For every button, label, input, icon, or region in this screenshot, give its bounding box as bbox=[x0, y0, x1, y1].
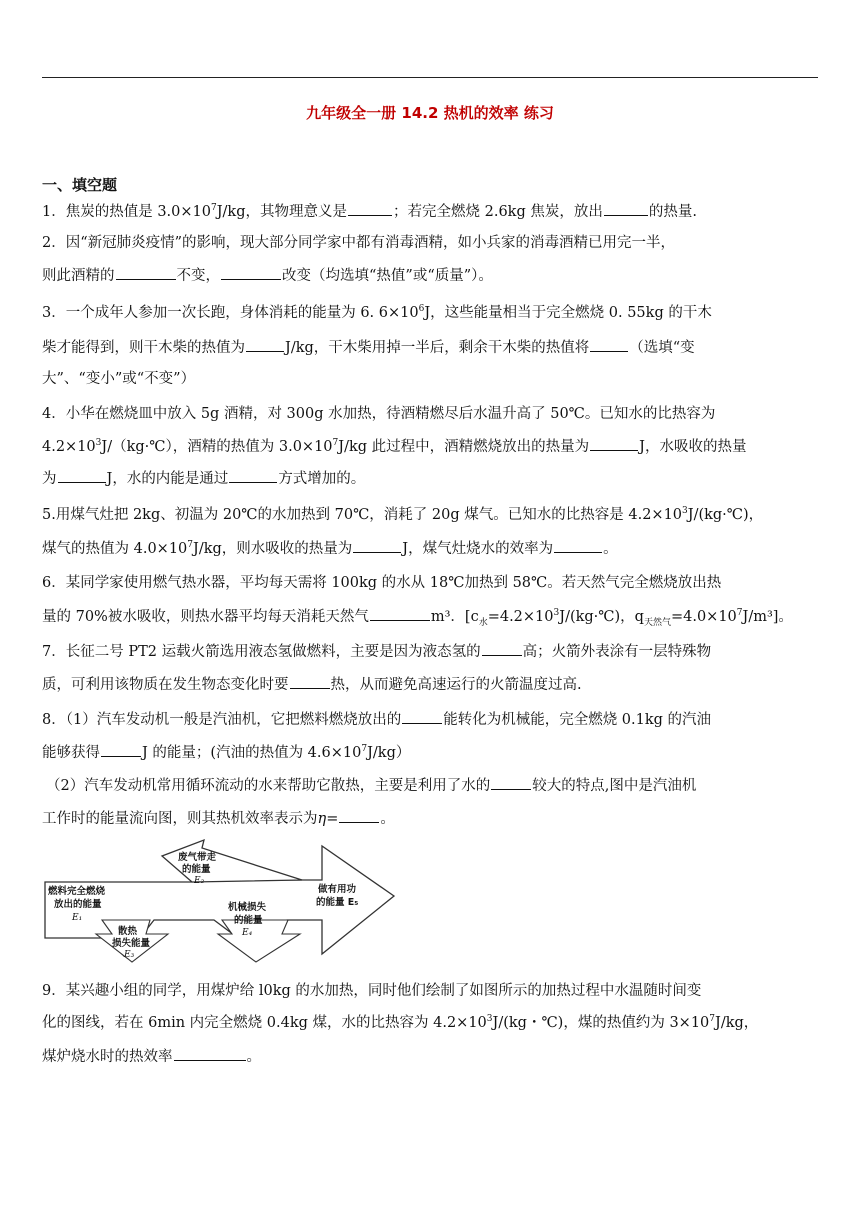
question-6: 6．某同学家使用燃气热水器，平均每天需将 100kg 的水从 18℃加热到 58℃。若天然气完全燃烧放出热 bbox=[42, 575, 722, 591]
question-8-part-2: （2）汽车发动机常用循环流动的水来帮助它散热，主要是利用了水的 较大的特点,图中是汽油机 bbox=[46, 775, 826, 796]
answer-blank[interactable] bbox=[116, 265, 176, 280]
question-9-cont: 化的图线，若在 6min 内完全燃烧 0.4kg 煤，水的比热容为 $4.2\times 10^3J/(kg$・℃)，煤的热值约为 $3\times 10^7J/kg$， bbox=[42, 1014, 759, 1031]
answer-blank[interactable] bbox=[174, 1046, 246, 1061]
question-7-cont: 质，可利用该物质在发生物态变化时要 热，从而避免高速运行的火箭温度过高. bbox=[42, 674, 822, 695]
svg-text:机械损失: 机械损失 bbox=[228, 902, 267, 913]
question-7: 7．长征二号 PT2 运载火箭选用液态氢做燃料，主要是因为液态氢的 高；火箭外表涂有一层特殊物 bbox=[42, 641, 822, 662]
svg-text:E₃: E₃ bbox=[124, 950, 135, 960]
answer-blank[interactable] bbox=[353, 538, 401, 553]
question-3-cont: 大”、“变小”或“不变”） bbox=[42, 371, 196, 387]
question-8: 8．（1）汽车发动机一般是汽油机，它把燃料燃烧放出的 能转化为机械能，完全燃烧 0.1kg 的汽油 bbox=[42, 709, 822, 730]
answer-blank[interactable] bbox=[290, 674, 330, 689]
svg-text:的能量: 的能量 bbox=[234, 915, 263, 926]
mechanical-loss-arrow bbox=[218, 920, 300, 962]
answer-blank[interactable] bbox=[58, 468, 106, 483]
question-1: 1．焦炭的热值是 $3.0\times 10^7J/kg$，其物理意义是 ；若完全燃烧 2.6kg 焦炭，放出 的热量. bbox=[42, 201, 822, 222]
section-heading: 一、填空题 bbox=[42, 176, 118, 194]
answer-blank[interactable] bbox=[590, 337, 628, 352]
answer-blank[interactable] bbox=[348, 201, 392, 216]
question-4: 4．小华在燃烧皿中放入 5g 酒精，对 300g 水加热，待酒精燃尽后水温升高了 50℃。已知水的比热容为 bbox=[42, 406, 716, 422]
answer-blank[interactable] bbox=[402, 709, 442, 724]
svg-text:散热: 散热 bbox=[118, 926, 138, 937]
answer-blank[interactable] bbox=[229, 468, 277, 483]
answer-blank[interactable] bbox=[101, 742, 141, 757]
svg-text:的能量 E₅: 的能量 E₅ bbox=[316, 897, 359, 908]
answer-blank[interactable] bbox=[246, 337, 284, 352]
question-3: 3．一个成年人参加一次长跑，身体消耗的能量为 6. $6\times 10^6J$，这些能量相当于完全燃烧 0. 55kg 的干木 bbox=[42, 304, 712, 321]
question-3-cont: 柴才能得到，则干木柴的热值为 J/kg，干木柴用掉一半后，剩余干木柴的热值将 （选填“变 bbox=[42, 337, 822, 358]
svg-text:做有用功: 做有用功 bbox=[318, 884, 357, 895]
answer-blank[interactable] bbox=[482, 641, 522, 656]
header-rule bbox=[42, 77, 818, 78]
svg-text:放出的能量: 放出的能量 bbox=[54, 899, 102, 910]
question-2: 2．因“新冠肺炎疫情”的影响，现大部分同学家中都有消毒酒精，如小兵家的消毒酒精已用完一半， bbox=[42, 235, 676, 251]
question-2-cont: 则此酒精的 不变， 改变（均选填“热值”或“质量”）。 bbox=[42, 265, 822, 286]
answer-blank[interactable] bbox=[370, 606, 430, 621]
svg-text:E₄: E₄ bbox=[242, 928, 253, 938]
svg-text:E₂: E₂ bbox=[194, 876, 205, 886]
question-4-cont: 为 J，水的内能是通过 方式增加的。 bbox=[42, 468, 822, 489]
svg-text:燃料完全燃烧: 燃料完全燃烧 bbox=[48, 886, 106, 897]
answer-blank[interactable] bbox=[491, 775, 531, 790]
question-6-cont: 量的 70%被水吸收，则热水器平均每天消耗天然气 m³．[$c_水=4.2\times 10^3J/(kg\cdot℃)$，$q_{天然气}=4.0\times 10^7J/m^3$]。 bbox=[42, 606, 822, 627]
energy-flow-diagram bbox=[42, 838, 397, 964]
question-8-cont: 能够获得 J 的能量；(汽油的热值为 $4.6\times 10^7J/kg$） bbox=[42, 742, 822, 763]
svg-text:的能量: 的能量 bbox=[182, 864, 211, 875]
question-5: 5.用煤气灶把 2kg、初温为 20℃的水加热到 70℃，消耗了 20g 煤气。已知水的比热容是 $4.2\times 10^3J/(kg\cdot℃)$， bbox=[42, 506, 764, 523]
question-5-cont: 煤气的热值为 $4.0\times 10^7J/kg$，则水吸收的热量为 J，煤气灶烧水的效率为 。 bbox=[42, 538, 822, 559]
svg-text:废气带走: 废气带走 bbox=[178, 852, 217, 863]
svg-text:E₁: E₁ bbox=[72, 913, 83, 923]
question-4-cont: $4.2\times 10^3J/(kg\cdot℃)$，酒精的热值为 $3.0\times 10^7J/kg$ 此过程中，酒精燃烧放出的热量为 J，水吸收的热量 bbox=[42, 436, 822, 457]
answer-blank[interactable] bbox=[604, 201, 648, 216]
answer-blank[interactable] bbox=[339, 808, 379, 823]
svg-text:损失能量: 损失能量 bbox=[112, 938, 151, 949]
question-9: 9．某兴趣小组的同学，用煤炉给 l0kg 的水加热，同时他们绘制了如图所示的加热过程中水温随时间变 bbox=[42, 983, 702, 999]
answer-blank[interactable] bbox=[221, 265, 281, 280]
answer-blank[interactable] bbox=[590, 436, 638, 451]
answer-blank[interactable] bbox=[554, 538, 602, 553]
question-8-cont: 工作时的能量流向图，则其热机效率表示为η= 。 bbox=[42, 808, 822, 829]
page-title: 九年级全一册 14.2 热机的效率 练习 bbox=[306, 104, 554, 122]
question-9-cont: 煤炉烧水时的热效率 。 bbox=[42, 1046, 822, 1067]
